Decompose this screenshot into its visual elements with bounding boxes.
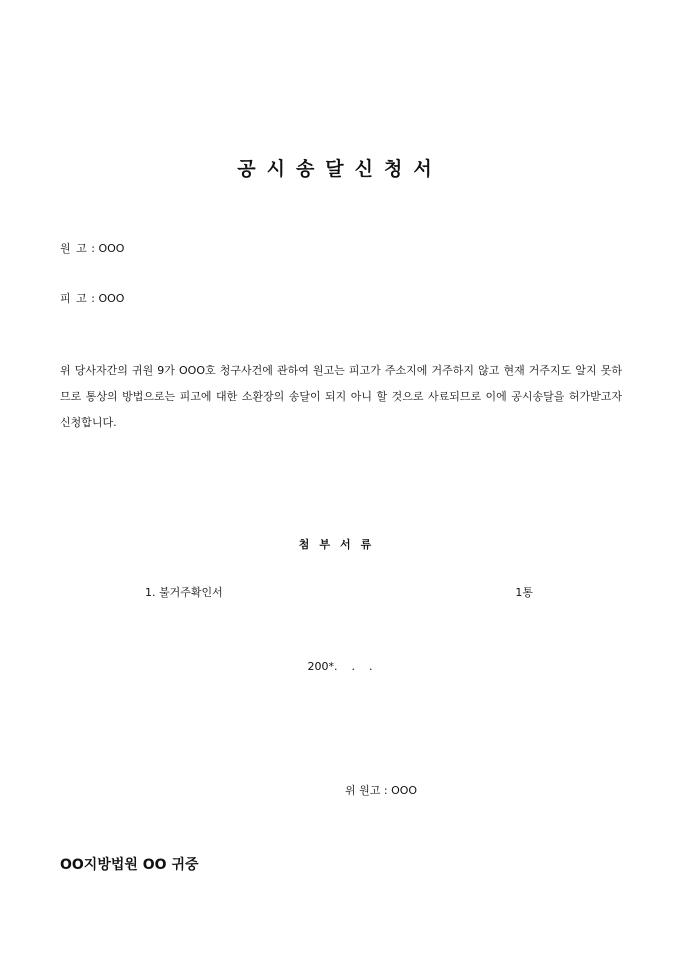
signature-line: [345, 782, 417, 798]
defendant-label: 피 고: [60, 292, 88, 305]
plaintiff-name: ΟΟΟ: [98, 242, 125, 255]
signature-separator: :: [380, 784, 392, 797]
court-addressee: ΟΟ지방법원 ΟΟ 귀중: [60, 857, 199, 873]
date-line: 200*. . .: [307, 660, 373, 673]
request-body: 위 당사자간의 귀원 9가 ΟΟΟ호 청구사건에 관하여 원고는 피고가 주소지에 거주하지 않고 현재 거주지도 알지 못하므로 통상의 방법으로는 피고에 대한 소환장의 송달이 되지 아니 할 것으로 사료되므로 이에 공시송달을 허가받고자 신청합니다.: [60, 364, 622, 429]
attachment-name: 1. 불거주확인서: [145, 586, 223, 599]
plaintiff-label: 원 고: [60, 242, 88, 255]
plaintiff-separator: :: [87, 242, 99, 255]
attachment-item: [145, 584, 533, 600]
document-title: 공시송달신청서: [237, 158, 443, 180]
attachment-count: 1통: [515, 586, 533, 599]
signature-name: ΟΟΟ: [391, 784, 418, 797]
plaintiff-line: [60, 240, 124, 256]
defendant-separator: :: [87, 292, 99, 305]
defendant-line: [60, 290, 124, 306]
signature-label: 위 원고: [345, 784, 381, 797]
attachments-heading: 첨부서류: [298, 538, 382, 551]
defendant-name: ΟΟΟ: [98, 292, 125, 305]
